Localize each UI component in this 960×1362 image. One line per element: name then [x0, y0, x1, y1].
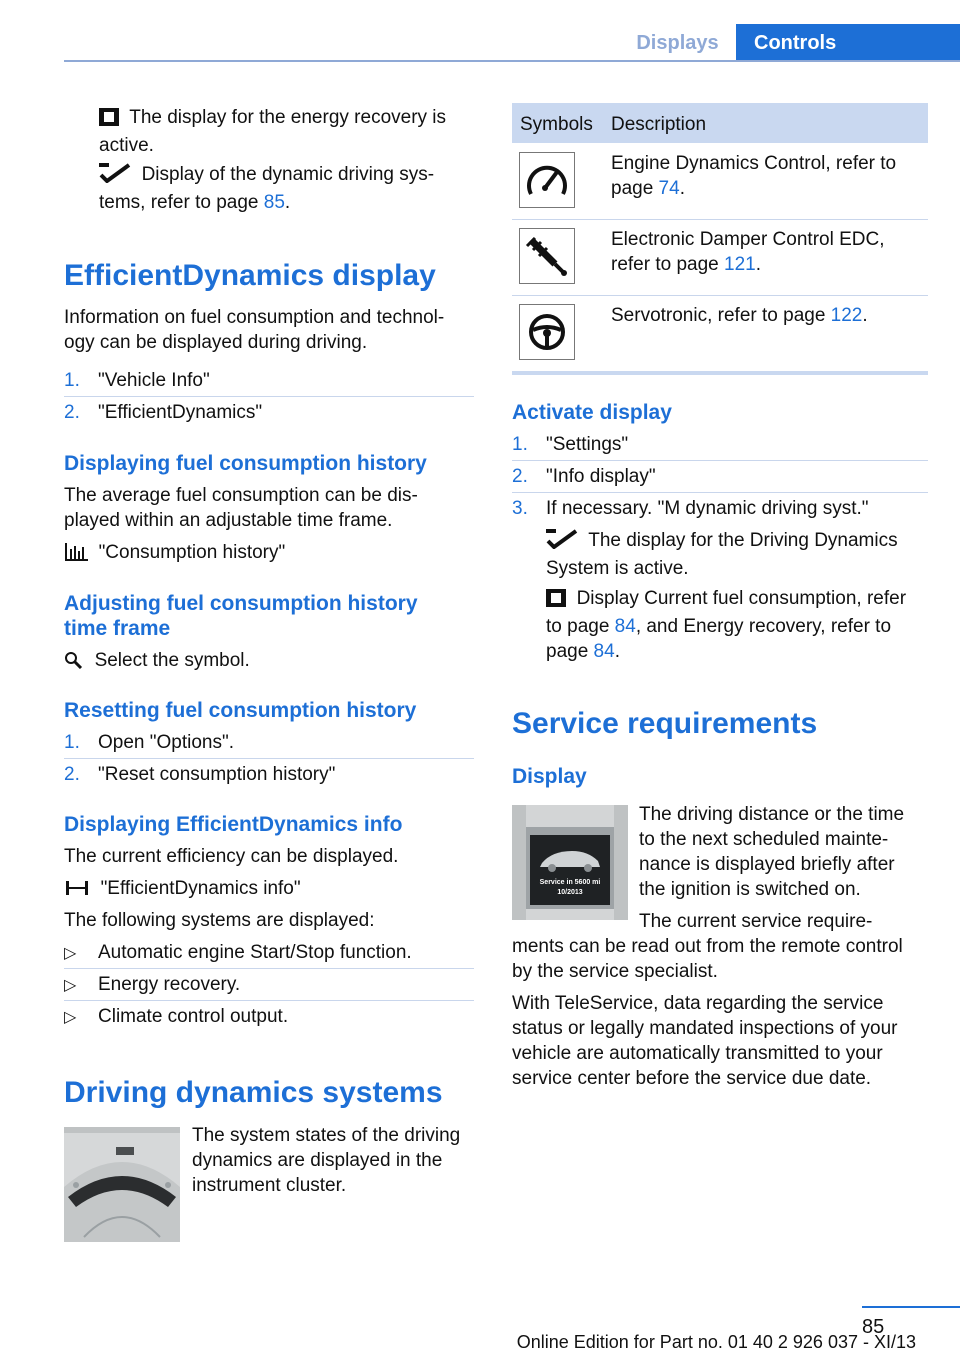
list-item: 3. If necessary. "M dynamic driving syst."	[512, 498, 869, 519]
table-row: Engine Dynamics Control, refer to page 74.	[611, 153, 897, 199]
service-image-text: Service in 5600 mi	[539, 879, 601, 886]
heading-service-requirements: Service requirements	[512, 707, 818, 740]
list-item: 2. "EfficientDynamics"	[64, 402, 263, 423]
page-link[interactable]: 122	[830, 305, 863, 326]
divider	[64, 396, 474, 397]
engine-dynamics-icon	[519, 152, 575, 208]
service-display-image	[512, 805, 628, 920]
page-link[interactable]: 85	[263, 192, 285, 213]
damper-icon	[519, 228, 575, 284]
checkmark-display-icon	[99, 163, 131, 190]
bullet-item: ▷ Automatic engine Start/Stop function.	[64, 942, 412, 963]
table-divider	[512, 219, 928, 220]
note-text: Display of the dynamic driving sys-	[141, 164, 435, 185]
list-item: 2. "Reset consumption history"	[64, 764, 336, 785]
steering-wheel-icon	[519, 304, 575, 360]
heading-driving-dynamics: Driving dynamics systems	[64, 1076, 443, 1109]
step-list	[64, 762, 335, 787]
search-icon	[64, 651, 84, 676]
activate-sub-note: The display for the Driving Dynamics System is active.	[546, 530, 898, 579]
table-row: Electronic Damper Control EDC, refer to page 121.	[611, 229, 885, 275]
step-list	[512, 496, 869, 521]
instrument-cluster-image	[64, 1127, 180, 1242]
systems-paragraph: The following systems are displayed:	[64, 910, 375, 931]
note-text: tems, refer to page	[99, 192, 264, 213]
footer-rule	[862, 1306, 960, 1308]
step-list	[512, 464, 656, 489]
header-divider	[64, 60, 960, 62]
divider	[512, 460, 928, 461]
column-header-description: Description	[611, 114, 707, 135]
energy-recovery-note	[99, 105, 479, 158]
table-divider	[512, 295, 928, 296]
list-item: 1. "Vehicle Info"	[64, 370, 210, 391]
table-row: Servotronic, refer to page 122.	[611, 305, 868, 326]
info-menu-item: "EfficientDynamics info"	[64, 876, 301, 904]
heading-activate-display: Activate display	[512, 401, 672, 424]
service-image-text: 10/2013	[557, 889, 583, 896]
history-menu-item: "Consumption history"	[64, 540, 285, 568]
page-link[interactable]: 84	[593, 641, 615, 662]
step-list	[64, 368, 210, 393]
bullet-item: ▷ Climate control output.	[64, 1006, 289, 1027]
dds-paragraph: The system states of the driving dynamics are displayed in the instrument cluster.	[192, 1125, 461, 1196]
list-item: 2. "Info display"	[512, 466, 656, 487]
activate-sub-note: Display Current fuel consumption, refer to page 84, and Energy recovery, refer to page 84.	[546, 588, 907, 662]
heading-info: Displaying EfficientDynamics info	[64, 813, 403, 836]
eff-paragraph: Information on fuel consumption and technol- ogy can be displayed during driving.	[64, 307, 445, 353]
display-paragraph: The driving distance or the time to the next scheduled mainte- nance is displayed briefly after the ignition is switched on.	[639, 804, 905, 900]
bullet-item: ▷ Energy recovery.	[64, 974, 241, 995]
divider	[64, 1000, 474, 1001]
column-header-symbols: Symbols	[520, 114, 593, 135]
heading-efficientdynamics: EfficientDynamics display	[64, 259, 436, 292]
teleservice-paragraph: With TeleService, data regarding the service status or legally mandated inspections of your vehicle are automatically transmitted to your service center before the service due date.	[512, 993, 898, 1089]
history-paragraph: The average fuel consumption can be dis- played within an adjustable time frame.	[64, 485, 418, 531]
tab-controls[interactable]: Controls	[736, 24, 960, 62]
step-list	[512, 432, 628, 457]
display-paragraph: The current service require-	[639, 911, 873, 932]
note-text: active.	[99, 135, 154, 156]
heading-adjust: Adjusting fuel consumption history time frame	[64, 592, 418, 640]
page-link[interactable]: 84	[614, 616, 636, 637]
divider	[64, 758, 474, 759]
page-number: 85	[862, 1316, 885, 1338]
heading-history: Displaying fuel consumption history	[64, 452, 427, 475]
list-item: 1. "Settings"	[512, 434, 629, 455]
car-efficiency-icon	[64, 879, 90, 904]
page-link[interactable]: 74	[658, 178, 680, 199]
list-item: 1. Open "Options".	[64, 732, 235, 753]
energy-recovery-icon	[546, 589, 566, 614]
note-text: The display for the energy recovery is	[129, 107, 447, 128]
divider	[64, 968, 474, 969]
divider	[512, 492, 928, 493]
adjust-item: Select the symbol.	[64, 648, 250, 676]
footer-edition: Online Edition for Part no. 01 40 2 926 037 - XI/13	[516, 1332, 916, 1352]
step-list	[64, 730, 234, 755]
table-bottom-rule	[512, 371, 928, 375]
step-list	[64, 400, 262, 425]
dynamic-driving-note: Display of the dynamic driving sys- tems, refer to page 85.	[99, 164, 435, 213]
tab-displays[interactable]: Displays	[636, 31, 719, 54]
bar-chart-icon	[64, 543, 88, 568]
display-paragraph: ments can be read out from the remote control by the service specialist.	[512, 936, 903, 982]
checkmark-display-icon	[546, 529, 578, 556]
heading-reset: Resetting fuel consumption history	[64, 699, 417, 722]
heading-display: Display	[512, 765, 587, 788]
page-link[interactable]: 121	[724, 254, 756, 275]
energy-recovery-icon	[99, 108, 119, 133]
info-paragraph: The current efficiency can be displayed.	[64, 846, 399, 867]
